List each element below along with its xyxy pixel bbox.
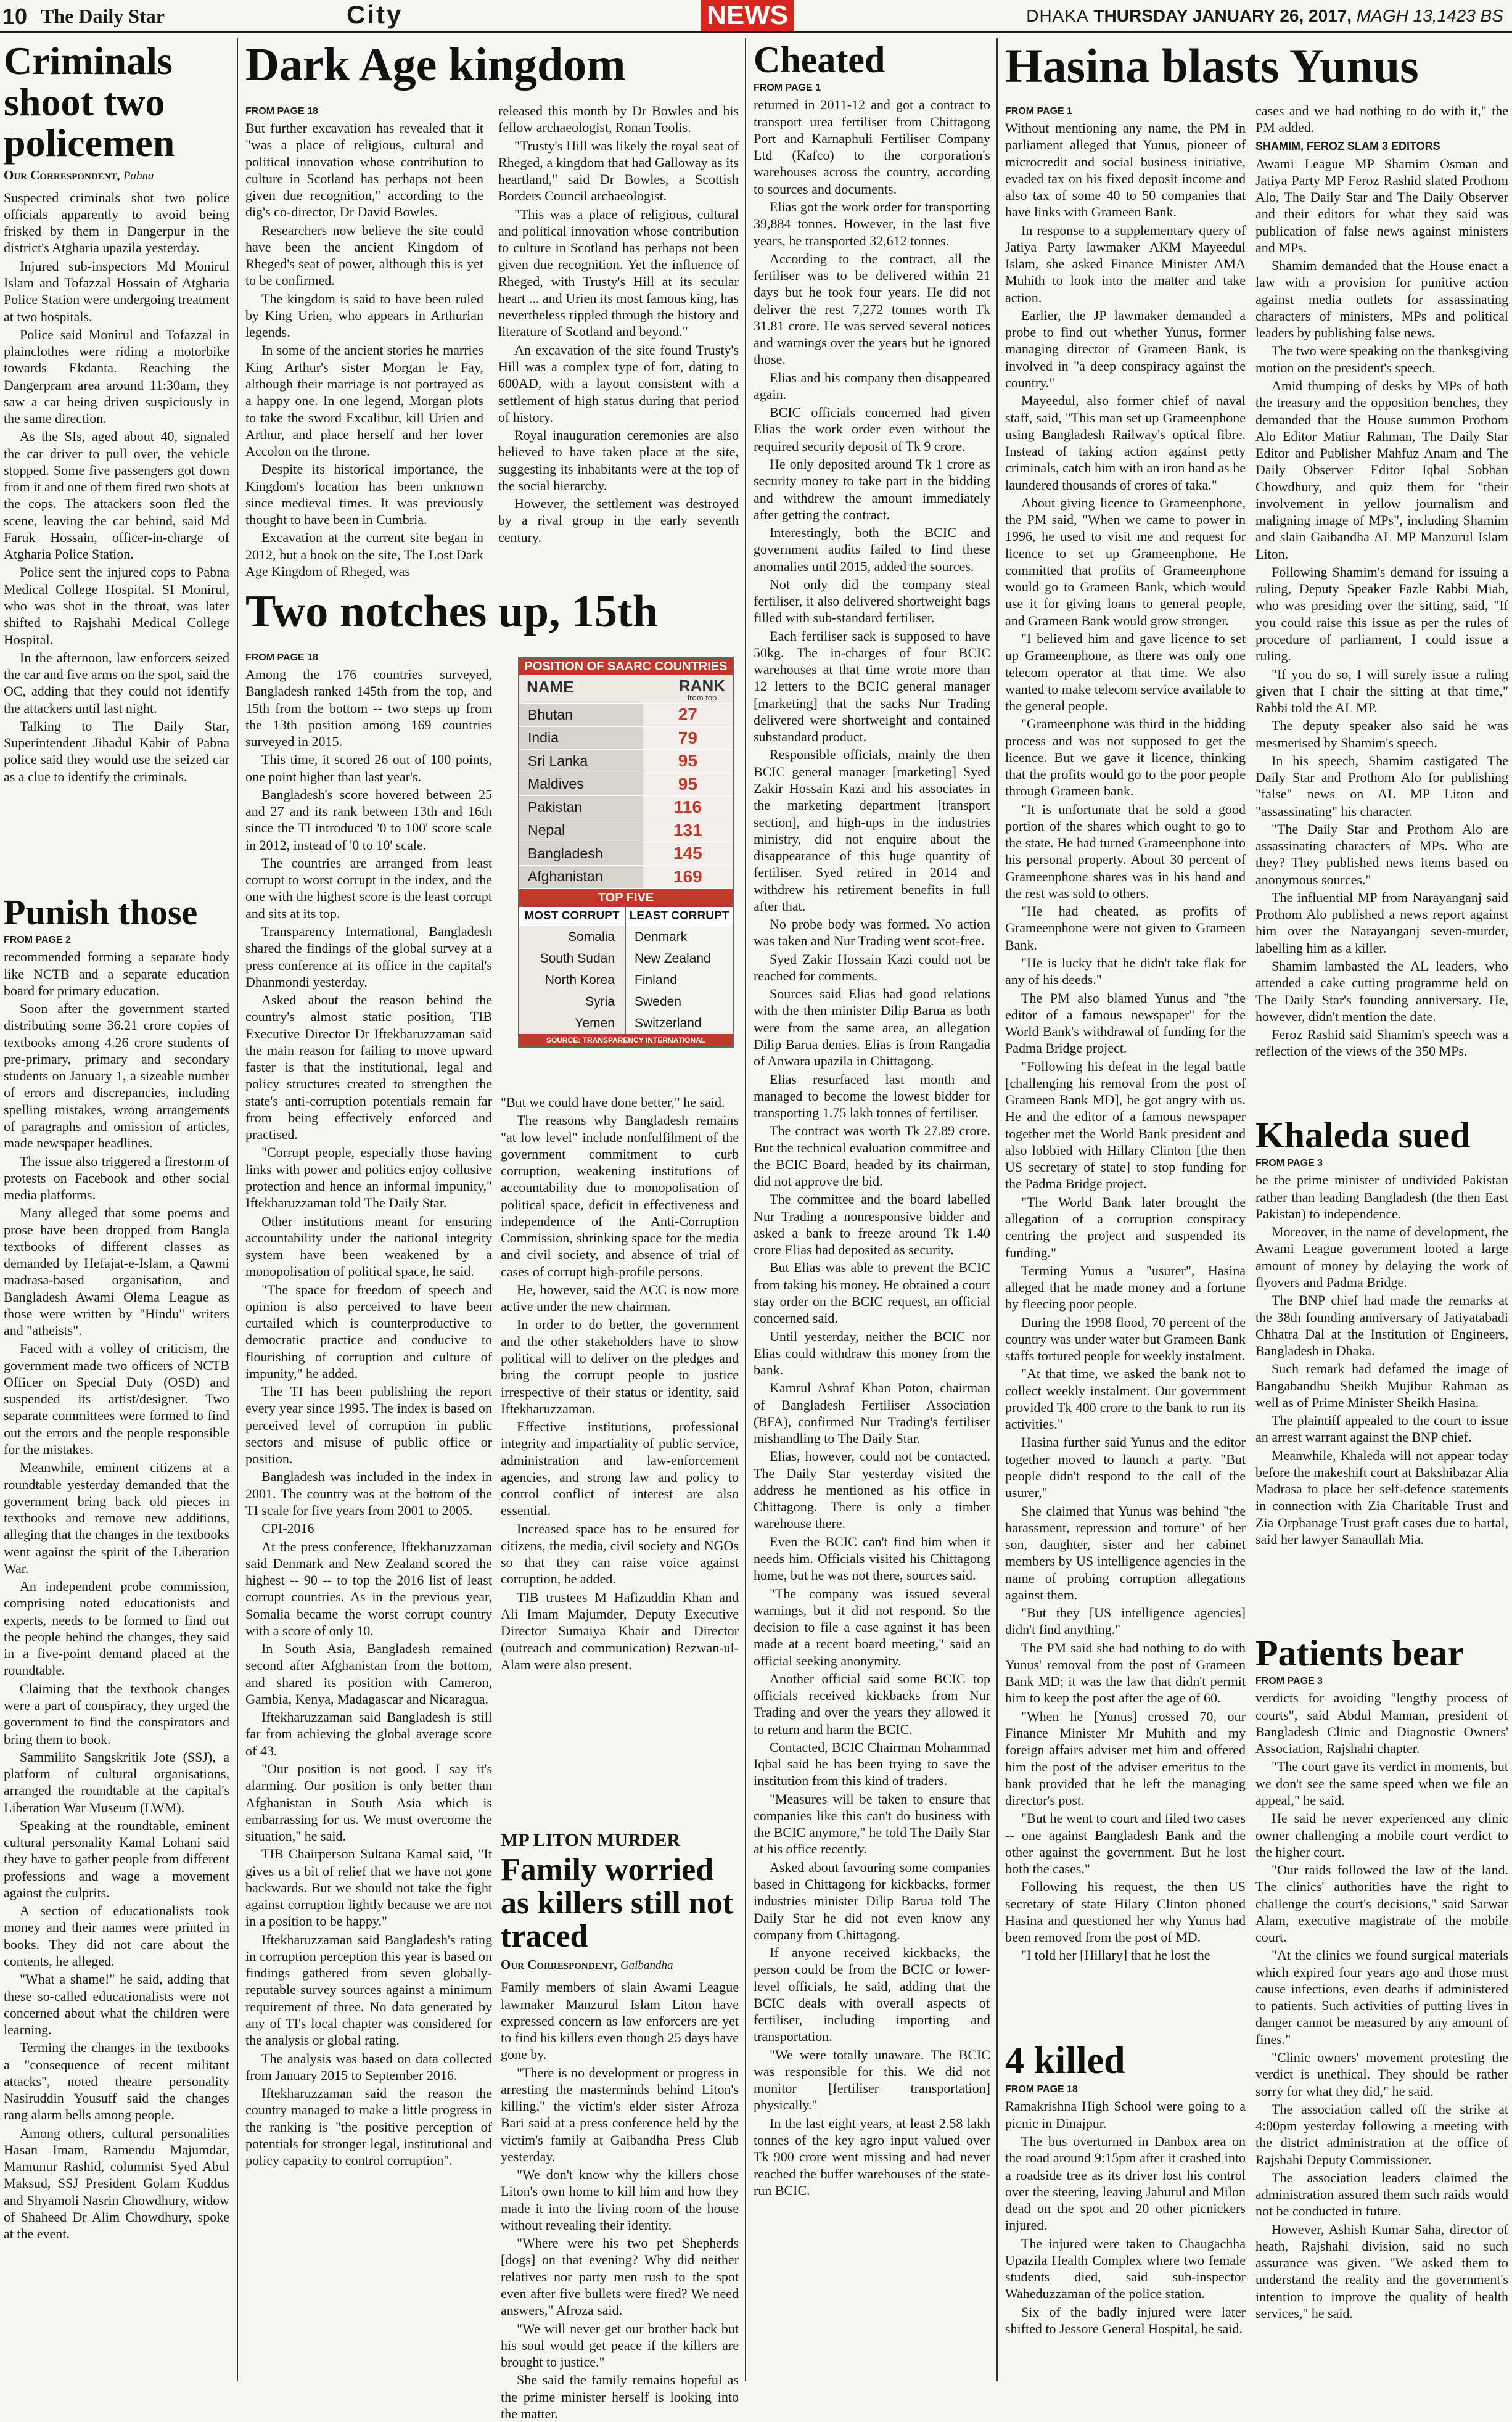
paragraph: "But they [US intelligence agencies] didn't find anything." (1005, 1605, 1246, 1638)
paragraph: BCIC officials concerned had given Elias the work order even without the required security deposit of Tk 9 crore. (754, 404, 990, 454)
criminals-article (4, 41, 229, 888)
dateline (1026, 6, 1503, 26)
rank-cell: 131 (643, 819, 733, 842)
paragraph: "We will never get our brother back but his soul would get peace if the killers are brought to justice." (501, 2320, 739, 2370)
killed-article (1005, 2041, 1246, 2380)
paragraph: The PM also blamed Yunus and "the editor of a famous newspaper" for the World Bank's withdrawal of funding for the Padma Bridge project. (1005, 990, 1246, 1056)
byline (501, 1957, 739, 1972)
paragraph: In some of the ancient stories he marries King Arthur's sister Morgan le Fay, although their marriage is not portrayed as a happy one. In one legend, Morgan plots to take the sword Excalibur, kill Urien and Arthur, and place herself and her lover Accolon on the throne. (245, 342, 483, 459)
paragraph: The kingdom is said to have been ruled by King Urien, who appears in Arthurian legends. (245, 290, 483, 340)
paragraph: "He had cheated, as profits of Grameenphone were not given to Grameen Bank. (1005, 903, 1246, 953)
table-row (519, 991, 733, 1012)
paragraph: "This was a place of religious, cultural and political innovation whose contribution to culture in Scotland has perhaps not been given due recognition. Yet the influence of Rheged, with Trusty's Hill at its secular heart ... and Urien its most famous king, has nevertheless rippled through the history and literature of Scotland and beyond." (498, 206, 739, 340)
paragraph: "Corrupt people, especially those having links with power and politics enjoy collusive protection and hence an informal impunity," Iftekharuzzaman told The Daily Star. (245, 1144, 492, 1211)
khaleda-article (1255, 1116, 1508, 1628)
paragraph: The TI has been publishing the report every year since 1995. The index is based on perceived level of corruption in public sectors and misuse of public office or position. (245, 1384, 492, 1467)
hasina-body-right (1255, 102, 1508, 136)
table-row (519, 703, 733, 726)
country-cell: Bangladesh (519, 842, 643, 865)
news-label: NEWS (701, 0, 794, 31)
paragraph: The injured were taken to Chaugachha Upazila Health Complex where two female students died, said sub-inspector Waheduzzaman of the police station. (1005, 2235, 1246, 2302)
liton-headline: Family worried as killers still not traced (501, 1852, 734, 1955)
paragraph: But Elias was able to prevent the BCIC from taking his money. He obtained a court stay order on the BCIC request, an official concerned said. (754, 1260, 990, 1326)
rank-cell: 79 (643, 727, 733, 750)
paragraph: TIB trustees M Hafizuddin Khan and Ali Imam Majumder, Deputy Executive Director Sumaiya Khair and Director (outreach and communication) Rezwan-ul-Alam were also present. (501, 1589, 739, 1672)
byline-name: Our Correspondent, (501, 1957, 617, 1972)
khaleda-headline: Khaleda sued (1255, 1115, 1471, 1156)
hasina-col-right (1255, 102, 1508, 1111)
paragraph: Claiming that the textbook changes were a part of conspiracy, they urged the government to find the conspirators and bring them to book. (4, 1680, 229, 1747)
paragraph: Injured sub-inspectors Md Monirul Islam and Tofazzal Hossain of Atgharia Police Station were undergoing treatment at two hospitals. (4, 258, 229, 324)
column-rule (237, 38, 238, 2381)
table-row (519, 926, 733, 948)
from-page-label: FROM PAGE 1 (1005, 106, 1073, 117)
paragraph: Contacted, BCIC Chairman Mohammad Iqbal said he has been trying to save the institution from this kind of traders. (754, 1739, 990, 1789)
dateline-city: DHAKA (1026, 6, 1089, 25)
paragraph: Six of the badly injured were later shifted to Jessore General Hospital, he said. (1005, 2304, 1246, 2336)
paragraph: Ramakrishna High School were going to a picnic in Dinajpur. (1005, 2098, 1246, 2131)
paragraph: "The company was issued several warnings, but it did not respond. So the decision to file a case against it has been made at a recent board meeting," said an official seeking anonymity. (754, 1585, 990, 1669)
cheated-article (754, 41, 990, 2380)
paragraph: returned in 2011-12 and got a contract to transport urea fertiliser from Chittagong Port and Karnaphuli Fertiliser Company Ltd (Kafco) to the corporation's warehouses across the country, according to sources and documents. (754, 97, 990, 197)
punish-article (4, 894, 229, 2380)
paragraph: Meanwhile, eminent citizens at a roundtable yesterday demanded that the government bring back old pieces in textbooks and remove new additions, alleging that the changes in the textbooks went against the spirit of the Liberation War. (4, 1459, 229, 1576)
paragraph: "Clinic owners' movement protesting the verdict is unethical. They should be rather sorry for what they did," he said. (1255, 2049, 1508, 2099)
paragraph: verdicts for avoiding "lengthy process of courts", said Abdul Mannan, president of Bangladesh Clinic and Diagnostic Owners' Association, Rajshahi chapter. (1255, 1690, 1508, 1757)
paragraph: Another official said some BCIC top officials received kickbacks from Nur Trading and over the years they allowed it to return and harm the BCIC. (754, 1670, 990, 1737)
paragraph: Interestingly, both the BCIC and government audits failed to find these anomalies until 2015, added the sources. (754, 525, 990, 574)
paragraph: A section of educationalists took money and their names were printed in books. They did not care about the contents, he alleged. (4, 1903, 229, 1969)
paragraph: "The court gave its verdict in moments, but we don't see the same speed when we file an appeal," he said. (1255, 1759, 1508, 1808)
paragraph: The bus overturned in Danbox area on the road around 9:15pm after it crashed into a roadside tree as its driver lost his control over the steering, leaving Jahurul and Milon dead on the spot and 20 other picnickers injured. (1005, 2133, 1246, 2233)
paragraph: Elias and his company then disappeared again. (754, 369, 990, 402)
paragraph: Family members of slain Awami League lawmaker Manzurul Islam Liton have expressed concern as law enforcers are yet to find his killers even though 25 days have gone by. (501, 1979, 739, 2063)
paragraph: Such remark had defamed the image of Bangabandhu Sheikh Mujibur Rahman as well as of Prime Minister Sheikh Hasina. (1255, 1361, 1508, 1410)
notches-body-right (501, 1094, 739, 1673)
paragraph: The analysis was based on data collected from January 2015 to September 2016. (245, 2050, 492, 2083)
liton-body (501, 1979, 739, 2422)
paragraph: Sources said Elias had good relations with the then minister Dilip Barua as both were from the same area, an allegation Dilip Barua denies. Elias is from Rangadia of Anwara upazila in Chittagong. (754, 986, 990, 1069)
paragraph: As the SIs, aged about 40, signaled the car driver to pull over, the vehicle stopped. Some five passengers got down from it and one of them fired two shots at the cops. The attackers soon fled the scene, leaving the car behind, said Md Faruk Hossain, officer-in-charge of Atgharia Police Station. (4, 429, 229, 562)
most-corrupt-cell: Syria (519, 991, 626, 1012)
most-corrupt-header: MOST CORRUPT (519, 907, 626, 926)
darkage-headline: Dark Age kingdom (245, 39, 626, 91)
paragraph: Elias got the work order for transporting 39,884 tonnes. However, in the last five years, he transported 32,612 tonnes. (754, 199, 990, 248)
paragraph: He only deposited around Tk 1 crore as security money to take part in the bidding and withdrew the amount immediately after getting the contract. (754, 456, 990, 522)
paragraph: She said the family remains hopeful as the prime minister herself is looking into the matter. (501, 2372, 739, 2421)
khaleda-body (1255, 1172, 1508, 1548)
table-row (519, 842, 733, 865)
paragraph: Despite its historical importance, the Kingdom's location has been unknown since medieval times. It was previously thought to have been in Cumbria. (245, 461, 483, 528)
country-cell: Maldives (519, 773, 643, 796)
paragraph: Responsible officials, mainly the then BCIC general manager [marketing] Syed Zakir Hossain Kazi and his associates in the marketing department [transport section], and high-ups in the industries ministry, did not enquire about the disappearance of this huge quantity of fertiliser. Syed retired in 2014 and withdrew his retirement benefits in full after that. (754, 747, 990, 914)
table-title: POSITION OF SAARC COUNTRIES (519, 659, 733, 675)
byline-location: Pabna (123, 169, 154, 183)
least-corrupt-cell: Finland (626, 969, 733, 991)
from-page-label: FROM PAGE 18 (1005, 2084, 1078, 2095)
paragraph: "It is unfortunate that he sold a good portion of the shares which ought to go to the state. He had turned Grameenphone into his personal property. About 30 percent of Grameenphone shares was in his hand and the rest was sold to others. (1005, 801, 1246, 901)
paragraph: "Following his defeat in the legal battle [challenging his removal from the post of Grameen Bank MD], he got angry with us. He and the editor of a famous newspaper together met the World Bank president and also lobbied with Hillary Clinton [the then US secretary of state] to stop funding for the Padma Bridge project. (1005, 1058, 1246, 1192)
paragraph: Faced with a volley of criticism, the government made two officers of NCTB Officer on Special Duty (OSD) and suspended its artist/designer. Two separate committees were formed to find out the errors and the people responsible for the mistakes. (4, 1340, 229, 1458)
paragraph: Speaking at the roundtable, eminent cultural personality Kamal Lohani said they have to gather people from different professions and wage a movement against the culprits. (4, 1817, 229, 1900)
country-cell: Sri Lanka (519, 750, 643, 773)
table-row (519, 726, 733, 750)
criminals-headline: Criminals shoot two policemen (4, 39, 175, 165)
table-row (519, 865, 733, 889)
table-header (519, 675, 733, 703)
darkage-body-left (245, 120, 483, 580)
byline-location: Gaibandha (620, 1959, 673, 1972)
paragraph: be the prime minister of undivided Pakistan rather than leading Bangladesh (the then East Pakistan) to independence. (1255, 1172, 1508, 1221)
paragraph: Many alleged that some poems and prose have been dropped from Bangla textbooks of different classes as demanded by Hefajat-e-Islam, a Qawmi madrasa-based organisation, and Bangladesh Awami Olema League as those were written by "Hindu" writers and "atheists". (4, 1205, 229, 1339)
paragraph: Bangladesh was included in the index in 2001. The country was at the bottom of the TI scale for five years from 2001 to 2005. (245, 1469, 492, 1519)
paragraph: "The World Bank later brought the allegation of a corruption conspiracy centring the project and suspended its funding." (1005, 1194, 1246, 1260)
paragraph: Elias, however, could not be contacted. The Daily Star yesterday visited the address he mentioned as his office in Chittagong. There is only a timber warehouse there. (754, 1448, 990, 1532)
paragraph: In the last eight years, at least 2.58 lakh tonnes of the key agro input valued over Tk 900 crore went missing and had never reached the buffer warehouses of the state-run BCIC. (754, 2115, 990, 2198)
table-row (519, 969, 733, 991)
paragraph: "At the clinics we found surgical materials which expired four years ago and those must cause infections, even deaths if administered to patients. Such activities of putting lives in danger cannot be measured by any amount of fines." (1255, 1947, 1508, 2047)
paragraph: Without mentioning any name, the PM in parliament alleged that Yunus, pioneer of microcredit and social business initiative, evaded tax on his fixed deposit income and also tax of some 40 to 50 companies that have links with Grameen Bank. (1005, 120, 1246, 220)
paragraph: About giving licence to Grameenphone, the PM said, "When we came to power in 1996, he used to visit me and request for licence to set up Grameenphone. He committed that profits of Grameenphone would go to Grameen Bank, which would use it for giving loans to general people, and Grameen Bank would grow stronger. (1005, 495, 1246, 628)
paragraph: According to the contract, all the fertiliser was to be delivered within 21 days but he took four years. He did not deliver the rest 7,272 tonnes worth Tk 31.81 crore. He was served several notices and warnings over the years but he ignored those. (754, 250, 990, 367)
paragraph: Royal inauguration ceremonies are also believed to have taken place at the site, suggesting its inhabitants were at the top of the social hierarchy. (498, 427, 739, 493)
paragraph: In his speech, Shamim castigated The Daily Star and Prothom Alo for publishing "false" news on AL MP Liton and "assassinating" his character. (1255, 752, 1508, 819)
dateline-bangla-date: MAGH 13,1423 BS (1356, 6, 1503, 25)
paragraph: "But we could have done better," he said. (501, 1094, 725, 1110)
table-row (519, 948, 733, 969)
least-corrupt-cell: Denmark (626, 926, 733, 948)
paragraph: Syed Zakir Hossain Kazi could not be reached for comments. (754, 951, 990, 983)
paragraph: The reasons why Bangladesh remains "at low level" include nonfulfilment of the government commitment to curb corruption, weakening institutions of accountability due to monopolisation of political space, deficit in effectiveness and independence of the Anti-Corruption Commission, shrinking space for the media and civil society, and absence of trial of cases of corrupt high-profile persons. (501, 1112, 739, 1279)
rank-header-sub: from top (687, 693, 717, 702)
rank-cell: 27 (643, 704, 733, 726)
liton-article (501, 1830, 739, 2421)
paragraph: "Grameenphone was third in the bidding process and was not supposed to get the licence. But we gave it licence, thinking that the profits would go to the poor people through Grameen bank. (1005, 716, 1246, 799)
paragraph: "Where were his two pet Shepherds [dogs] on that evening? Why did neither relatives nor party men rush to the spot even after five bullets were fired? We need answers," Afroza said. (501, 2235, 739, 2318)
saarc-rank-table (518, 657, 734, 1048)
paragraph: TIB Chairperson Sultana Kamal said, "It gives us a bit of relief that we have not gone backwards. But we should not take the fight against corruption lightly because we are not in a position to be happy." (245, 1846, 492, 1929)
patients-body (1255, 1689, 1508, 2321)
paragraph: Sammilito Sangskritik Jote (SSJ), a platform of cultural organisations, arranged the roundtable at the capital's Liberation War Museum (LWM). (4, 1749, 229, 1815)
hasina-col-left (1005, 102, 1246, 2036)
paragraph: If anyone received kickbacks, the person could be from the BCIC or lower-level officials, he said, adding that the BCIC deals with overall aspects of fertiliser, including importing and transportation. (754, 1945, 990, 2045)
paragraph: Moreover, in the name of development, the Awami League government looted a large amount of money by delaying the work of flyovers and Padma Bridge. (1255, 1224, 1508, 1290)
table-row (519, 773, 733, 796)
section-name: City (347, 0, 403, 29)
darkage-col-left (245, 102, 483, 579)
hasina-headline: Hasina blasts Yunus (1005, 39, 1419, 92)
from-page-label: FROM PAGE 3 (1255, 1676, 1323, 1687)
punish-body (4, 948, 229, 2242)
paragraph: "I told her [Hillary] that he lost the (1021, 1947, 1210, 1963)
paragraph: Police sent the injured cops to Pabna Medical College Hospital. SI Monirul, who was shot in the throat, was later shifted to Rajshahi Medical College Hospital. (4, 564, 229, 647)
paragraph: Following Shamim's demand for issuing a ruling, Deputy Speaker Fazle Rabbi Miah, who was presiding over the sitting, said, "If you could raise this issue as per the rules of procedure of parliament, I could issue a ruling. (1255, 564, 1508, 664)
paragraph: Iftekharuzzaman said Bangladesh is still far from achieving the global average score of 43. (245, 1709, 492, 1759)
paragraph: Shamim lambasted the AL leaders, who attended a cake cutting programme held on The Daily Star's founding anniversary. He, however, didn't mention the date. (1255, 958, 1508, 1024)
country-cell: India (519, 727, 643, 750)
paragraph: Terming the changes in the textbooks a "consequence of recent militant attacks", noted theatre personality Nasiruddin Yousuff said the changes rang alarm bells among people. (4, 2040, 229, 2123)
page-number: 10 (2, 4, 28, 29)
paragraph: Meanwhile, Khaleda will not appear today before the makeshift court at Bakshibazar Alia Madrasa to place her self-defence statements in connection with Zia Charitable Trust and Zia Orphanage Trust graft cases due to hartal, said her lawyer Sanaullah Mia. (1255, 1447, 1508, 1547)
paragraph: Among others, cultural personalities Hasan Imam, Ramendu Majumdar, Mamunur Rashid, columnist Syed Abul Maksud, SSJ President Golam Kuddus and Shyamoli Nasrin Chowdhury, widow of Shaheed Dr Alim Chowdhury, spoke at the event. (4, 2125, 229, 2242)
saarc-rows (519, 703, 733, 888)
paragraph: "We don't know why the killers chose Liton's own home to kill him and how they made it into the living room of the house without revealing their identity. (501, 2167, 739, 2233)
least-corrupt-header: LEAST CORRUPT (629, 909, 729, 922)
paragraph: Other institutions meant for ensuring accountability under the national integrity system have been weakened by a monopolisation of political space, he said. (245, 1213, 492, 1279)
paragraph: Terming Yunus a "usurer", Hasina alleged that he made money and a fortune by fleecing poor people. (1005, 1262, 1246, 1312)
paragraph: Effective institutions, professional integrity and impartiality of public service, administration and law-enforcement agencies, and strong law and policy to control conflict of interest are also essential. (501, 1419, 739, 1519)
paragraph: This time, it scored 26 out of 100 points, one point higher than last year's. (245, 752, 492, 784)
cheated-headline: Cheated (754, 39, 885, 80)
paragraph: In response to a supplementary query of Jatiya Party lawmaker AKM Mayeedul Islam, she asked Finance Minister AMA Muhith to look into the matter and take action. (1005, 222, 1246, 305)
most-corrupt-cell: South Sudan (519, 948, 626, 969)
paragraph: The two were speaking on the thanksgiving motion on the president's speech. (1255, 343, 1508, 376)
punish-headline: Punish those (4, 892, 198, 932)
paragraph: Kamrul Ashraf Khan Poton, chairman of Bangladesh Fertiliser Association (BFA), confirmed Nur Trading's fertiliser mishandling to The Daily Star. (754, 1380, 990, 1447)
criminals-body (4, 189, 229, 785)
paragraph: However, the settlement was destroyed by a rival group in the early seventh century. (498, 496, 739, 545)
paragraph: In order to do better, the government and the other stakeholders have to show political will to deliver on the pledges and bring the corrupt people to justice irrespective of their status or identity, said Iftekharuzzaman. (501, 1316, 739, 1416)
from-page-label: FROM PAGE 3 (1255, 1158, 1323, 1169)
paragraph: During the 1998 flood, 70 percent of the country was under water but Grameen Bank staffs tortured people for weekly instalment. (1005, 1314, 1246, 1364)
paragraph: "Our position is not good. I say it's alarming. Our position is only better than Afghanistan in South Asia which is embarrassing for us. We must overcome the situation," he said. (245, 1761, 492, 1844)
paragraph: "Our raids followed the law of the land. The clinics' authorities have the right to challenge the court's decisions," said Sarwar Alam, executive magistrate of the mobile court. (1255, 1862, 1508, 1945)
paragraph: Shamim demanded that the House enact a law with a provision for punitive action against media outlets for assassinating characters of ministers, MPs and political leaders by publishing false news. (1255, 258, 1508, 341)
paragraph: In the afternoon, law enforcers seized the car and five arms on the spot, said the OC, adding that they could not identify the attackers until last night. (4, 649, 229, 716)
top-five-rows (519, 926, 733, 1034)
paragraph: She claimed that Yunus was behind "the harassment, repression and torture" of her son, daughter, sister and her cabinet members by US intelligence agencies in the name of probing corruption allegations against them. (1005, 1503, 1246, 1603)
paragraph: The countries are arranged from least corrupt to worst corrupt in the index, and the one with the highest score is the least corrupt and sits at its top. (245, 855, 492, 921)
paragraph: Police said Monirul and Tofazzal in plainclothes were riding a motorbike towards Ekdanta. Reaching the Dangerpram area around 11:30am, they saw a car being driven suspiciously in the same direction. (4, 326, 229, 427)
paragraph: recommended forming a separate body like NCTB and a separate education board for primary education. (4, 949, 229, 998)
paragraph: The plaintiff appealed to the court to issue an arrest warrant against the BNP chief. (1255, 1413, 1508, 1445)
hasina-body-shamim (1255, 155, 1508, 1060)
least-corrupt-cell: Switzerland (626, 1012, 733, 1034)
from-page-label: FROM PAGE 1 (754, 83, 821, 94)
paragraph: Among the 176 countries surveyed, Bangladesh ranked 145th from the top, and 15th from the bottom -- two steps up from the 13th position among 169 countries surveyed in 2015. (245, 667, 492, 750)
rank-cell: 145 (643, 842, 733, 865)
table-source: SOURCE: TRANSPARENCY INTERNATIONAL (519, 1034, 733, 1046)
paragraph: But further excavation has revealed that it "was a place of religious, cultural and political innovation whose contribution to culture in Scotland has perhaps not been given due recognition," according to the dig's co-director, Dr David Bowles. (245, 120, 483, 220)
hasina-headline-area (1005, 41, 1508, 102)
paragraph: The PM said she had nothing to do with Yunus' removal from the post of Grameen Bank MD; it was the law that didn't permit him to keep the post after the age of 60. (1005, 1640, 1246, 1706)
paragraph: cases and we had nothing to do with it," the PM added. (1255, 103, 1508, 136)
darkage-col-right (498, 102, 739, 569)
paragraph: At the press conference, Iftekharuzzaman said Denmark and New Zealand scored the highest -- 90 -- to top the 2016 list of least corrupt countries. As in the previous year, Somalia became the worst corrupt country with a score of only 10. (245, 1538, 492, 1638)
rank-cell: 95 (643, 773, 733, 796)
paragraph: An independent probe commission, comprising noted educationists and experts, needs to be formed to find out the people behind the changes, they said in a five-point demand placed at the roundtable. (4, 1578, 229, 1678)
paragraph: Each fertiliser sack is supposed to have 50kg. The in-charges of four BCIC warehouses at that time wrote more than 12 letters to the BCIC general manager [marketing] that the sacks Nur Trading delivered were shortweight and contained substandard product. (754, 628, 990, 745)
cheated-body (754, 96, 990, 2199)
paragraph: The influential MP from Narayanganj said Prothom Alo published a news report against him over the Narayanganj seven-murder, labelling him as a killer. (1255, 889, 1508, 956)
notches-headline-area (245, 588, 739, 650)
rank-column-header (679, 678, 725, 702)
paragraph: "Measures will be taken to ensure that companies like this can't do business with the BCIC anymore," he told The Daily Star at his office recently. (754, 1791, 990, 1857)
paragraph: Mayeedul, also former chief of naval staff, said, "This man set up Grameenphone using Bangladesh Railway's optical fibre. Instead of taking action against petty criminals, catch him with an iron hand as he laundered thousands of crores of taka." (1005, 393, 1246, 493)
paragraph: No probe body was formed. No action was taken and Nur Trading went scot-free. (754, 916, 990, 949)
paragraph: Iftekharuzzaman said the reason the country managed to make a little progress in the ranking is "the positive perception of potentials for stronger legal, institutional and policy capacity to control corruption". (245, 2085, 492, 2169)
paragraph: Following his request, the then US secretary of state Hilary Clinton phoned Hasina and questioned her why Yunus had been removed from the post of MD. (1005, 1879, 1246, 1945)
paragraph: However, Ashish Kumar Saha, director of heath, Rajshahi division, said no such assurance was given. "We asked them to understand the reality and the government's intention to improve the quality of health services," he said. (1255, 2221, 1508, 2321)
rank-cell: 169 (643, 866, 733, 889)
killed-body (1005, 2098, 1246, 2337)
from-page-label: FROM PAGE 2 (4, 935, 72, 946)
paragraph: Researchers now believe the site could have been the ancient Kingdom of Rheged's seat of power, although this is yet to be confirmed. (245, 222, 483, 289)
least-corrupt-cell: Sweden (626, 991, 733, 1012)
rank-cell: 116 (643, 796, 733, 819)
from-page-label: FROM PAGE 18 (245, 652, 318, 663)
paragraph: The issue also triggered a firestorm of protests on Facebook and other social media platforms. (4, 1153, 229, 1203)
paragraph: "The space for freedom of speech and opinion is also perceived to have been curtailed which is counterproductive to democratic practice and conducive to flourishing of corruption and culture of impunity," he added. (245, 1281, 492, 1381)
paragraph: "If you do so, I will surely issue a ruling given that I chair the sitting at that time," Rabbi told the AL MP. (1255, 666, 1508, 716)
paragraph: Elias resurfaced last month and managed to become the lowest bidder for transporting 1.75 lakh tonnes of fertiliser. (754, 1071, 990, 1121)
paragraph: "The Daily Star and Prothom Alo are assassinating characters of MPs. Who are they? They published news items based on anonymous sources." (1255, 821, 1508, 887)
notches-col-right (501, 1094, 739, 1830)
paragraph: "He is lucky that he didn't take flak for any of his deeds." (1005, 955, 1246, 988)
masthead (0, 0, 1512, 33)
paragraph: Bangladesh's score hovered between 25 and 27 and its rank between 13th and 16th since the TI introduced '0 to 100' score scale in 2012, instead of '0 to 10' scale. (245, 786, 492, 853)
paragraph: Until yesterday, neither the BCIC nor Elias could withdraw this money from the bank. (754, 1328, 990, 1378)
paragraph: "I believed him and gave licence to set up Grameenphone, as there was only one telecom operator at that time. We also wanted to make telecom service available to the general people. (1005, 630, 1246, 714)
paragraph: He, however, said the ACC is now more active under the new chairman. (501, 1281, 739, 1315)
paragraph: Iftekharuzzaman said Bangladesh's rating in corruption perception this year is based on findings gathered from seven globally-reputable survey sources against a minimum requirement of three. No data generated by any of TI's local chapter was considered for the analysis or global rating. (245, 1931, 492, 2048)
dateline-date: THURSDAY JANUARY 26, 2017, (1093, 6, 1352, 25)
paragraph: "When he [Yunus] crossed 70, our Finance Minister Mr Muhith and my foreign affairs adviser met him and offered him the post of the adviser emeritus to the bank provided that he left the managing director's post. (1005, 1708, 1246, 1808)
table-row (519, 819, 733, 842)
paragraph: "But he went to court and filed two cases -- one against Bangladesh Bank and the other against the government. But he lost both the cases." (1005, 1810, 1246, 1877)
paragraph: released this month by Dr Bowles and his fellow archaeologist, Ronan Toolis. (498, 103, 739, 136)
liton-kicker: MP LITON MURDER (501, 1830, 681, 1850)
country-cell: Nepal (519, 819, 643, 842)
paragraph: CPI-2016 (261, 1521, 314, 1537)
table-row (519, 749, 733, 773)
paragraph: The association called off the strike at 4:00pm yesterday following a meeting with the district administration at the office of Rajshahi Deputy Commissioner. (1255, 2101, 1508, 2167)
patients-headline: Patients bear (1255, 1633, 1465, 1673)
most-corrupt-cell: North Korea (519, 969, 626, 991)
patients-article (1255, 1634, 1508, 2380)
paragraph: In South Asia, Bangladesh remained second after Afghanistan from the bottom, and shared its position with Cameron, Gambia, Kenya, Madagascar and Nicaragua. (245, 1641, 492, 1707)
paragraph: Asked about favouring some companies based in Chittagong for kickbacks, former industries minister Dilip Barua told The Daily Star he did not even know any company from Chittagong. (754, 1859, 990, 1942)
paragraph: Soon after the government started distributing some 36.21 crore copies of textbooks among 4.26 crore students of pre-primary, primary and secondary students on January 1, a sizeable number of errors and discrepancies, including spelling mistakes, wrong arrangements of paragraphs and omission of articles, made newspaper headlines. (4, 1001, 229, 1151)
paragraph: The BNP chief had made the remarks at the 38th founding anniversary of Jatiyatabadi Chhatra Dal at the Institution of Engineers, Bangladesh in Dhaka. (1255, 1292, 1508, 1359)
paragraph: Excavation at the current site began in 2012, but a book on the site, The Lost Dark Age Kingdom of Rheged, was (245, 530, 483, 579)
paragraph: "At that time, we asked the bank not to collect weekly instalment. Our government provided Tk 400 crore to the bank to run its activities." (1005, 1366, 1246, 1432)
paragraph: He said he never experienced any clinic owner challenging a mobile court verdict to the higher court. (1255, 1810, 1508, 1860)
paragraph: Talking to The Daily Star, Superintendent Jihadul Kabir of Pabna police said they would use the seized car as a clue to identify the criminals. (4, 718, 229, 784)
paragraph: An excavation of the site found Trusty's Hill was a complex type of fort, dating to 600AD, with a layout consistent with a settlement of high status during that period of history. (498, 342, 739, 425)
newspaper-name: The Daily Star (41, 5, 165, 27)
byline-name: Our Correspondent, (4, 167, 120, 183)
paragraph: "Trusty's Hill was likely the royal seat of Rheged, a kingdom that had Galloway as its heartland," said Dr Bowles, a Scottish Borders Council archaeologist. (498, 138, 739, 204)
paragraph: Not only did the company steal fertiliser, it also delivered shortweight bags filled with sub-standard fertiliser. (754, 576, 990, 626)
from-page-label: FROM PAGE 18 (245, 106, 318, 117)
killed-headline: 4 killed (1005, 2040, 1125, 2082)
byline (4, 168, 229, 183)
paragraph: "There is no development or progress in arresting the masterminds behind Liton's killing," the victim's elder sister Afroza Bari said at a press conference held by the victim's family at Gaibandha Press Club yesterday. (501, 2064, 739, 2164)
paragraph: Amid thumping of desks by MPs of both the treasury and the opposition benches, they demanded that the House summon Prothom Alo Editor Matiur Rahman, The Daily Star Editor and Publisher Mahfuz Anam and The Daily Observer Editor Iqbal Sobhan Chowdhury, and quiz them for "their involvement in yellow journalism and maligning image of MPs", including Shamim and slain Gaibandha AL MP Manzurul Islam Liton. (1255, 377, 1508, 562)
table-row (519, 1012, 733, 1034)
paragraph: Increased space has to be ensured for citizens, the media, civil society and NGOs so that they can raise voice against corruption, he added. (501, 1521, 739, 1587)
country-cell: Afghanistan (519, 866, 643, 889)
paragraph: Hasina further said Yunus and the editor together moved to launch a party. "But people didn't respond to the call of the usurer," (1005, 1434, 1246, 1501)
paragraph: Awami League MP Shamim Osman and Jatiya Party MP Feroz Rashid slated Prothom Alo, The Daily Star and The Daily Observer and their editors for what they said was publication of false news against ministers and MPs. (1255, 155, 1508, 255)
paragraph: Asked about the reason behind the country's almost static position, TIB Executive Director Dr Iftekharuzzaman said the main reason for failing to move upward faster is that the institutional, legal and policy structures created to strengthen the state's anti-corruption potentials remain far from being effectively enforced and practised. (245, 992, 492, 1143)
paragraph: The contract was worth Tk 27.89 crore. But the technical evaluation committee and the BCIC Board, headed by its chairman, did not approve the bid. (754, 1123, 990, 1189)
country-cell: Pakistan (519, 796, 643, 819)
rank-header-label: RANK (678, 676, 725, 695)
paragraph: "What a shame!" he said, adding that these so-called educationalists were not concerned about what the children were learning. (4, 1971, 229, 2038)
column-rule (996, 38, 998, 2381)
paragraph: The committee and the board labelled Nur Trading a nonresponsive bidder and asked a bank to freeze around Tk 1.40 crore Elias had deposited as security. (754, 1191, 990, 1258)
paragraph: Feroz Rashid said Shamim's speech was a reflection of the views of the 350 MPs. (1255, 1027, 1508, 1059)
notches-body-left (245, 666, 492, 2169)
darkage-body-right (498, 102, 739, 546)
paragraph: Earlier, the JP lawmaker demanded a probe to find out whether Yunus, former managing director of Grameen Bank, is involved in "a deep conspiracy against the country." (1005, 307, 1246, 390)
most-corrupt-cell: Somalia (519, 926, 626, 948)
paragraph: The association leaders claimed the administration assured them such raids would not be conducted in future. (1255, 2169, 1508, 2219)
hasina-body-left (1005, 120, 1246, 1964)
rank-cell: 95 (643, 750, 733, 773)
paragraph: "We were totally unaware. The BCIC was responsible for this. We did not monitor [fertiliser transportation] physically." (754, 2046, 990, 2113)
most-corrupt-cell: Yemen (519, 1012, 626, 1034)
shamim-subhead: SHAMIM, FEROZ SLAM 3 EDITORS (1255, 139, 1440, 152)
paragraph: The deputy speaker also said he was mesmerised by Shamim's speech. (1255, 718, 1508, 750)
paragraph: Suspected criminals shot two police officials apparently to avoid being frisked by them in Dangerpur in the district's Atgharia upazila yesterday. (4, 189, 229, 256)
column-rule (745, 38, 746, 2381)
top-five-title: TOP FIVE (519, 889, 733, 907)
notches-headline: Two notches up, 15th (245, 586, 658, 637)
paragraph: Transparency International, Bangladesh shared the findings of the global survey at a press conference at its office in the capital's Dhanmondi yesterday. (245, 923, 492, 990)
least-corrupt-cell: New Zealand (626, 948, 733, 969)
paragraph: Even the BCIC can't find him when it needs him. Officials visited his Chittagong home, but he was not there, sources said. (754, 1533, 990, 1583)
darkage-headline-area (245, 41, 739, 102)
notches-col-left (245, 649, 492, 2375)
table-row (519, 795, 733, 819)
name-column-header: NAME (527, 678, 574, 696)
country-cell: Bhutan (519, 704, 643, 726)
top-five-header (519, 907, 733, 926)
